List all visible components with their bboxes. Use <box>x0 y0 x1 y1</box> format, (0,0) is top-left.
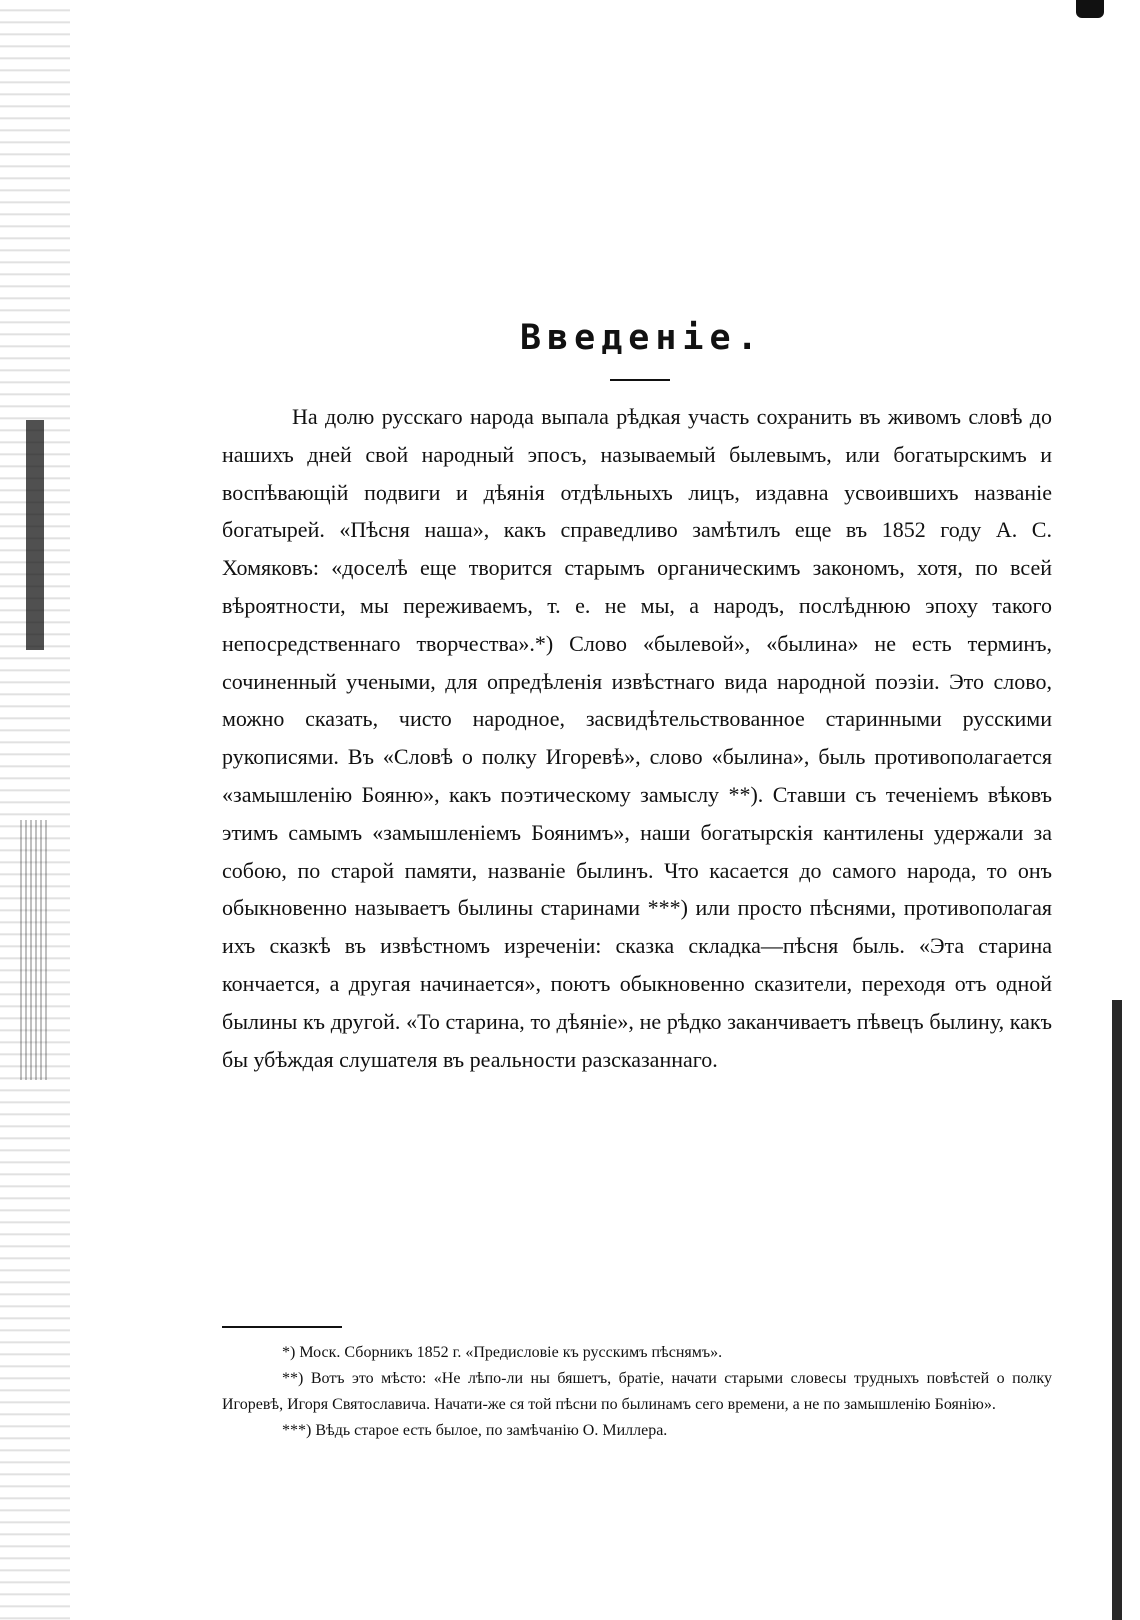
title-underline <box>610 379 670 381</box>
footnotes-block <box>222 1340 1052 1444</box>
scan-corner-mark <box>1076 0 1104 18</box>
footnote-3: ***) Вѣдь старое есть былое, по замѣчанію О. Миллера. <box>282 1422 668 1439</box>
footnote-1: *) Моск. Сборникъ 1852 г. «Предисловіе къ русскимъ пѣснямъ». <box>282 1344 723 1361</box>
main-body-text <box>222 398 1052 1078</box>
body-paragraph: На долю русскаго народа выпала рѣдкая участь сохранить въ живомъ словѣ до нашихъ дней свой народный эпосъ, называемый былевымъ, или богатырскимъ и воспѣвающій подвиги и дѣянія отдѣльныхъ лицъ, издавна усвоившихъ названіе богатырей. «Пѣсня наша», какъ справедливо замѣтилъ еще въ 1852 году А. С. Хомяковъ: «доселѣ еще творится старымъ органическимъ закономъ, хотя, по всей вѣроятности, мы переживаемъ, т. е. не мы, а народъ, послѣднюю эпоху такого непосредственнаго творчества».*) Слово «былевой», «былина» не есть терминъ, сочиненный учеными, для опредѣленія извѣстнаго вида народной поэзіи. Это слово, можно сказать, чисто народное, засвидѣтельствованное старинными русскими рукописями. Въ «Словѣ о полку Игоревѣ», слово «былина», быль противополагается «замышленію Бояню», какъ поэтическому замыслу **). Ставши съ теченіемъ вѣковъ этимъ самымъ «замышленіемъ Боянимъ», наши богатырскія кантилены удержали за собою, по старой памяти, названіе былинъ. Что касается до самого народа, то онъ обыкновенно называетъ былины старинами ***) или просто пѣснями, противополагая ихъ сказкѣ въ извѣстномъ изреченіи: сказка складка—пѣсня быль. «Эта старина кончается, а другая начинается», поютъ обыкновенно сказители, переходя отъ одной былины къ другой. «То старина, то дѣяніе», не рѣдко заканчиваетъ пѣвецъ былину, какъ бы убѣждая слушателя въ реальности разсказаннаго. <box>222 404 1052 1072</box>
scan-left-edge-dark-patch <box>26 420 44 650</box>
scan-left-edge-speckle <box>20 820 50 1080</box>
footnote-2: **) Вотъ это мѣсто: «Не лѣпо-ли ны бяшетъ, братіе, начати старыми словесы трудныхъ повѣстей о полку Игоревѣ, Игоря Святославича. Начати-же ся той пѣсни по былинамъ сего времени, а не по замышленію Боянію». <box>222 1370 1052 1413</box>
scan-left-edge-noise <box>0 0 70 1620</box>
footnote-separator <box>222 1326 342 1328</box>
scan-right-edge-bar <box>1112 1000 1122 1620</box>
page-title: Введеніе. <box>520 318 764 358</box>
